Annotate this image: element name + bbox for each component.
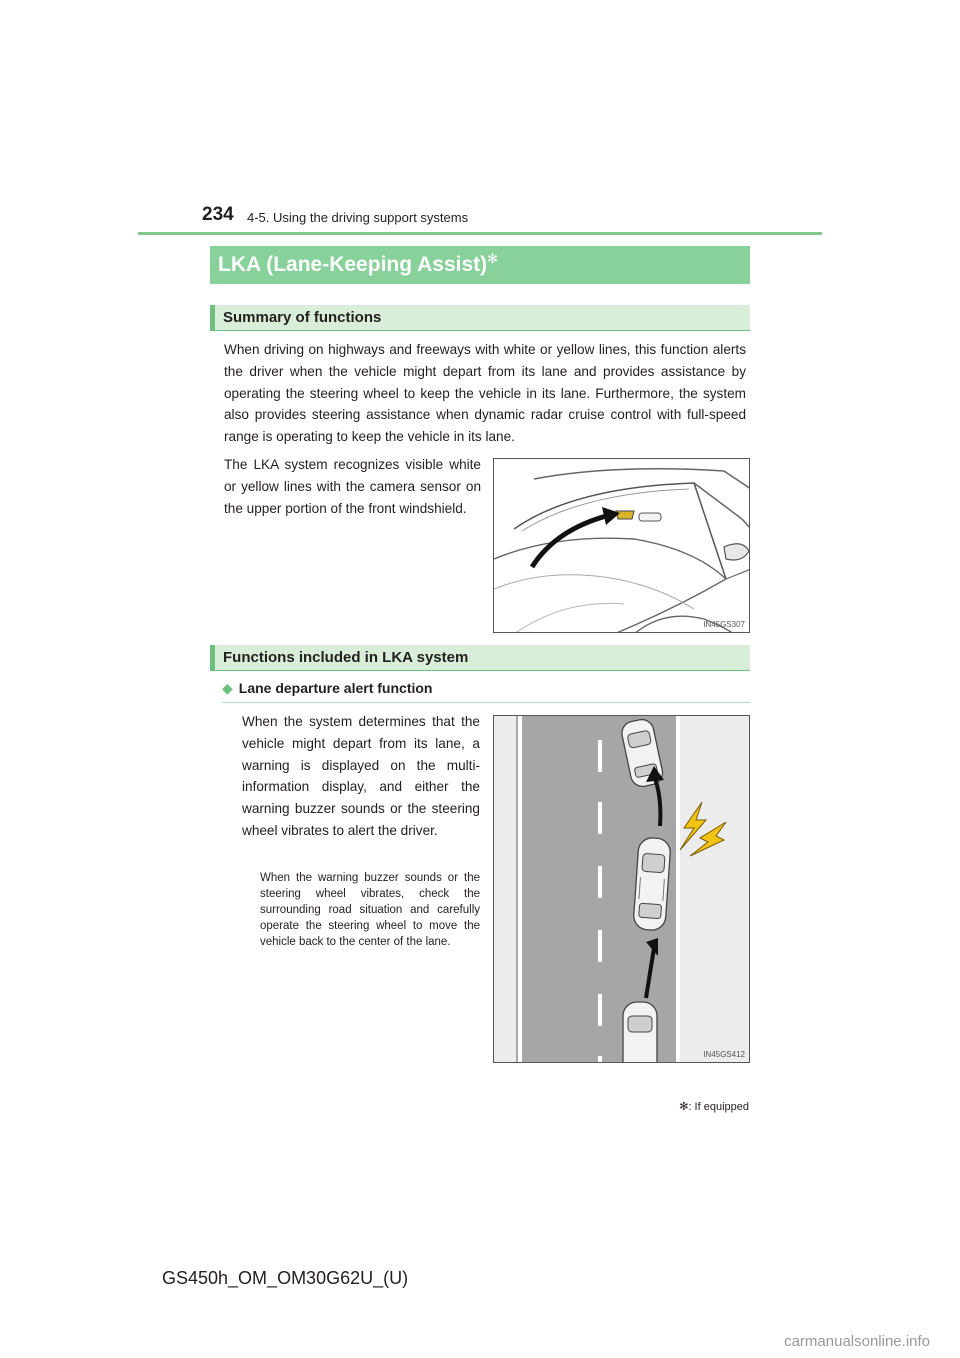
subheading-lane-departure-label: Lane departure alert function bbox=[238, 680, 433, 696]
main-title-bar bbox=[210, 246, 750, 284]
lane-departure-paragraph: When the system determines that the vehicle might depart from its lane, a warning is displayed on the multi-information display, and either the warning buzzer sounds or the steering wheel vibrates to alert the driver. bbox=[242, 714, 480, 838]
footnote-text: : If equipped bbox=[688, 1101, 749, 1113]
figure-code-2: IN45GS412 bbox=[703, 1050, 745, 1059]
page-title-text: LKA (Lane-Keeping Assist) bbox=[218, 253, 488, 276]
windshield-camera-drawing bbox=[494, 459, 750, 633]
footnote bbox=[679, 1100, 749, 1113]
running-head: 4-5. Using the driving support systems bbox=[247, 210, 469, 225]
lane-departure-note: When the warning buzzer sounds or the steering wheel vibrates, check the surrounding road situation and carefully operate the steering wheel to move the vehicle back to the center of the lane. bbox=[260, 872, 480, 948]
section-heading-summary-label: Summary of functions bbox=[223, 309, 382, 326]
figure-code-1: IN45GS307 bbox=[703, 620, 745, 629]
camera-sensor-paragraph: The LKA system recognizes visible white or yellow lines with the camera sensor on the upper portion of the front windshield. bbox=[224, 457, 481, 516]
camera-sensor-illustration bbox=[493, 458, 750, 633]
lane-departure-illustration bbox=[493, 715, 750, 1063]
document-code: GS450h_OM_OM30G62U_(U) bbox=[162, 1268, 409, 1288]
header-rule bbox=[138, 232, 822, 235]
section-heading-functions-label: Functions included in LKA system bbox=[223, 649, 469, 666]
page-number: 234 bbox=[202, 204, 234, 225]
diamond-bullet-icon: ◆ bbox=[222, 680, 233, 696]
subheading-lane-departure bbox=[222, 680, 432, 697]
asterisk-icon: ✻ bbox=[679, 1101, 689, 1113]
section-heading-functions bbox=[210, 645, 750, 671]
page-title bbox=[218, 253, 498, 277]
lane-departure-drawing bbox=[494, 716, 750, 1063]
subheading-rule bbox=[222, 702, 750, 703]
section-heading-summary bbox=[210, 305, 750, 331]
watermark: carmanualsonline.info bbox=[784, 1333, 930, 1350]
summary-paragraph: When driving on highways and freeways with white or yellow lines, this function alerts the driver when the vehicle might depart from its lane and provides assistance by operating the steering wheel to keep the vehicle in its lane. Furthermore, the system also provides steering assistance when dynamic radar cruise control with full-speed range is operating to keep the vehicle in its lane. bbox=[224, 342, 746, 445]
asterisk-icon: ✻ bbox=[487, 251, 499, 266]
